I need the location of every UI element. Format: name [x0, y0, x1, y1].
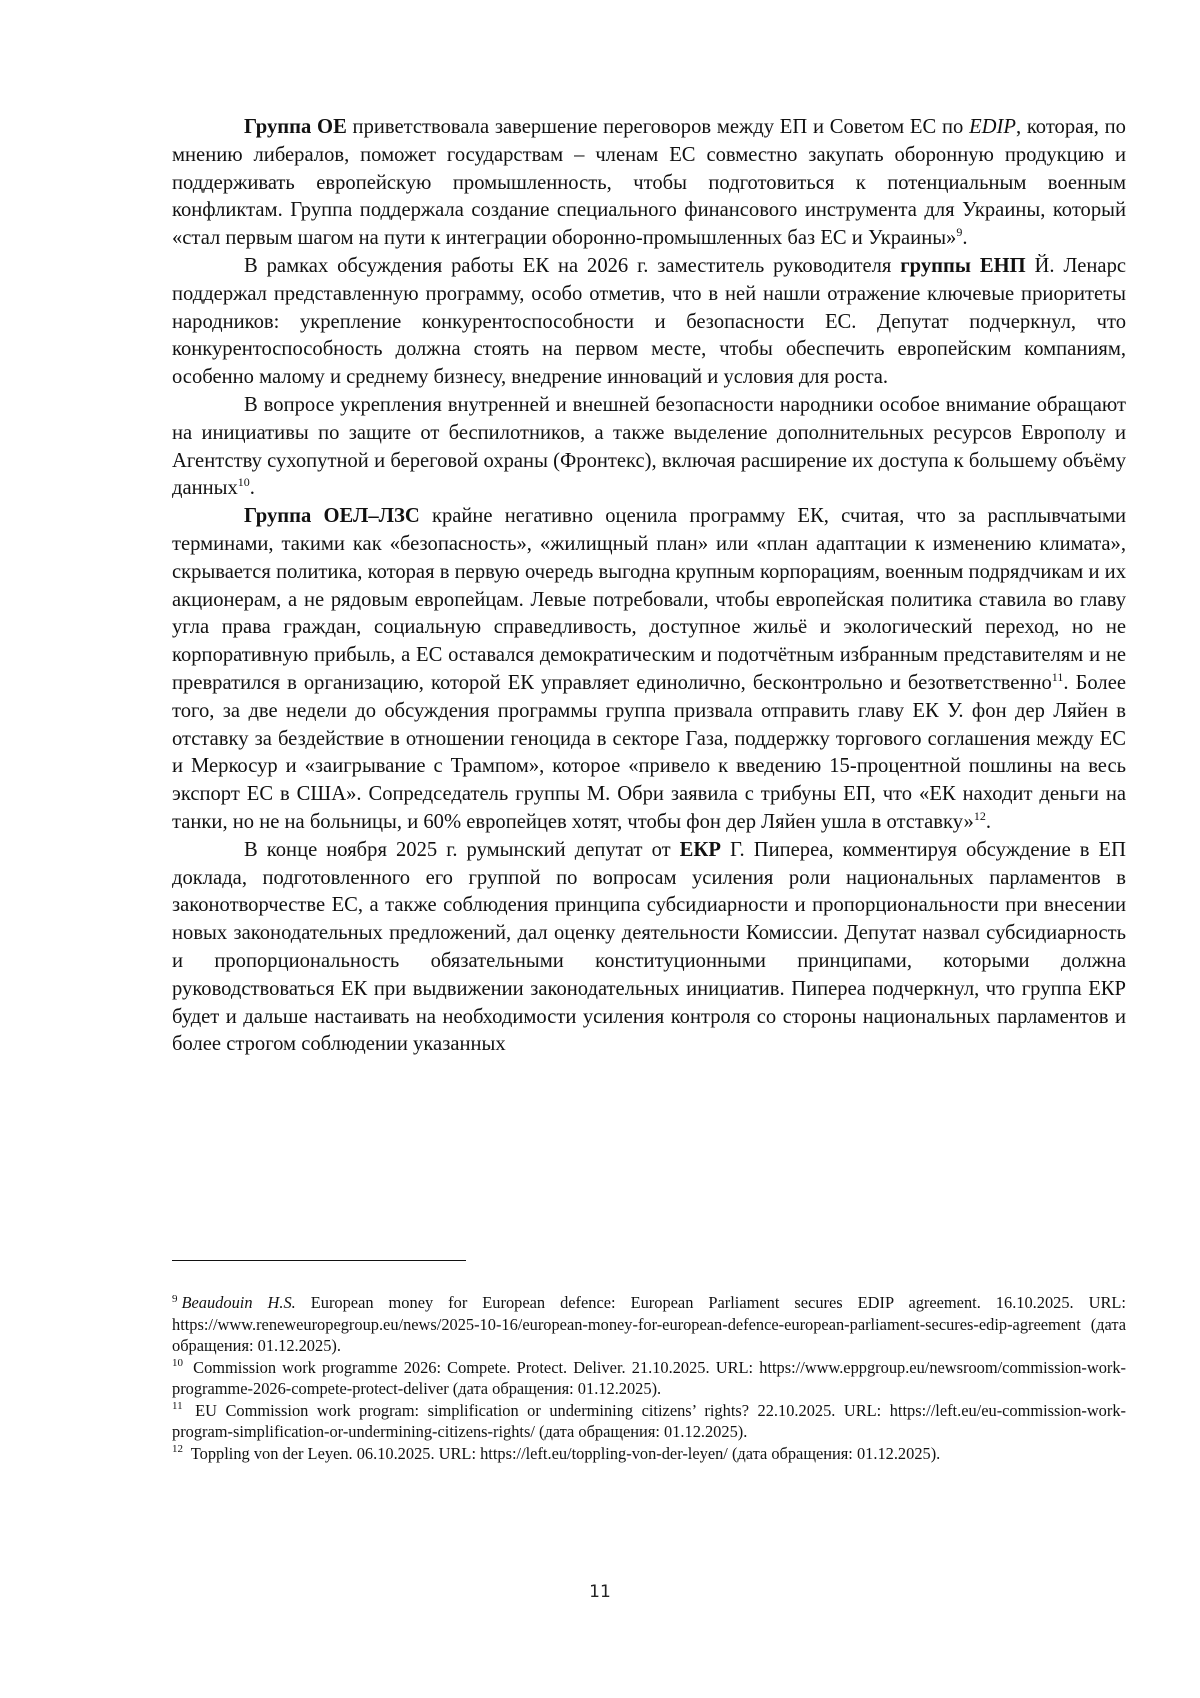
- edip-term: EDIP: [969, 116, 1016, 138]
- footnote-10: [172, 1357, 1126, 1400]
- paragraph-epp-security: [172, 392, 1126, 503]
- paragraph-left-group: [172, 503, 1126, 837]
- footnote-separator: [172, 1260, 466, 1261]
- paragraph-text: В вопросе укрепления внутренней и внешней безопасности народники особое внимание обращают на инициативы по защите от беспилотников, а также выделение дополнительных ресурсов Европолу и Агентству сухопутной и береговой охраны (Фронтекс), включая расширение их доступа к большему объёму данных: [172, 393, 1126, 500]
- page-number: 11: [589, 1582, 611, 1602]
- paragraph-text: В рамках обсуждения работы ЕК на 2026 г. заместитель руководителя: [244, 254, 901, 277]
- group-name: Группа ОЕЛ–ЛЗС: [244, 505, 420, 528]
- footnote-number: 9: [172, 1292, 178, 1305]
- paragraph-text: В конце ноября 2025 г. румынский депутат от: [244, 838, 680, 861]
- paragraph-text: , которая, по мнению либералов, поможет государствам – членам ЕС совместно закупать оборонную продукцию и поддерживать европейскую промышленность, чтобы подготовиться к потенциальным военным конфликтам. Группа поддержала создание специального финансового инструмента для Украины, который «стал первым шагом на пути к интеграции оборонно-промышленных баз ЕС и Украины»: [172, 116, 1126, 250]
- paragraph-text: .: [249, 477, 255, 500]
- footnote-text: Commission work programme 2026: Compete. Protect. Deliver. 21.10.2025. URL: https://www.eppgroup.eu/newsroom/commission-work-programme-2026-compete-protect-deliver (дата обращения: 01.12.2025).: [172, 1357, 1126, 1398]
- paragraph-text: крайне негативно оценила программу ЕК, считая, что за расплывчатыми терминами, такими как «безопасность», «жилищный план» или «план адаптации к изменению климата», скрывается политика, которая в первую очередь выгодна крупным корпорациям, военным подрядчикам и их акционерам, а не рядовым европейцам. Левые потребовали, чтобы европейская политика ставила во главу угла права граждан, социальную справедливость, доступное жильё и экологический переход, но не корпоративную прибыль, а ЕС оставался демократическим и подотчётным избранным представителям и не превратился в организацию, которой ЕК управляет единолично, бесконтрольно и безответственно: [172, 505, 1127, 694]
- footnote-12: [172, 1443, 1126, 1465]
- paragraph-text: .: [985, 810, 992, 833]
- paragraph-text: приветствовала завершение переговоров между ЕП и Советом ЕС по: [346, 116, 970, 138]
- group-name: Группа ОЕ: [244, 116, 347, 138]
- footnote-author: Beaudouin H.S.: [181, 1293, 296, 1312]
- paragraph-text: .: [962, 227, 968, 250]
- footnote-number: 10: [172, 1357, 183, 1370]
- group-name: ЕКР: [679, 838, 721, 861]
- paragraph-renew-group: [172, 114, 1126, 253]
- paragraph-epp-group: [172, 253, 1126, 392]
- footnote-text: European money for European defence: European Parliament secures EDIP agreement. 16.10.2025. URL: https://www.reneweuropegroup.eu/news/2025-10-16/european-money-for-european-defence-european-parliament-secures-edip-agreement (дата обращения: 01.12.2025).: [172, 1293, 1126, 1355]
- footnote-9: [172, 1292, 1126, 1357]
- group-name: группы ЕНП: [900, 254, 1026, 277]
- paragraph-ecr-group: [172, 837, 1126, 1059]
- footnote-text: EU Commission work program: simplification or undermining citizens’ rights? 22.10.2025. URL: https://left.eu/eu-commission-work-program-simplification-or-undermining-citizens-rights/ (дата обращения: 01.12.2025).: [172, 1400, 1126, 1441]
- footnotes: [172, 1292, 1126, 1464]
- paragraph-text: . Более того, за две недели до обсуждения программы группа призвала отправить главу ЕК У. фон дер Ляйен в отставку за бездействие в отношении геноцида в секторе Газа, поддержку торгового соглашения между ЕС и Меркосур и «заигрывание с Трампом», которое «привело к введению 15-процентной пошлины на весь экспорт ЕС в США». Сопредседатель группы М. Обри заявила с трибуны ЕП, что «ЕК находит деньги на танки, но не на больницы, и 60% европейцев хотят, чтобы фон дер Ляйен ушла в отставку»: [172, 671, 1126, 833]
- paragraph-text: Г. Пиперea, комментируя обсуждение в ЕП доклада, подготовленного его группой по вопросам усиления роли национальных парламентов в законотворчестве ЕС, а также соблюдения принципа субсидиарности и пропорциональности при внесении новых законодательных предложений, дал оценку деятельности Комиссии. Депутат назвал субсидиарность и пропорциональность обязательными конституционными принципами, которыми должна руководствоваться ЕК при выдвижении законодательных инициатив. Пиперea подчеркнул, что группа ЕКР будет и дальше настаивать на необходимости усиления контроля со стороны национальных парламентов и более строгом соблюдении указанных: [172, 838, 1126, 1056]
- footnote-11: [172, 1400, 1126, 1443]
- document-body: [172, 114, 1126, 1059]
- footnote-number: 12: [172, 1443, 183, 1456]
- footnote-ref[interactable]: 11: [1051, 670, 1064, 685]
- footnote-text: Toppling von der Leyen. 06.10.2025. URL: https://left.eu/toppling-von-der-leyen/ (дата обращения: 01.12.2025).: [187, 1443, 941, 1463]
- paragraph-text: Й. Ленарс поддержал представленную программу, особо отметив, что в ней нашли отражение ключевые приоритеты народников: укрепление конкурентоспособности и безопасности ЕС. Депутат подчеркнул, что конкурентоспособность должна стоять на первом месте, чтобы обеспечить европейским компаниям, особенно малому и среднему бизнесу, внедрение инноваций и условия для роста.: [172, 254, 1127, 389]
- footnote-number: 11: [172, 1400, 183, 1413]
- footnote-ref[interactable]: 9: [956, 225, 963, 240]
- footnote-ref[interactable]: 10: [237, 475, 250, 490]
- footnote-ref[interactable]: 12: [973, 809, 986, 824]
